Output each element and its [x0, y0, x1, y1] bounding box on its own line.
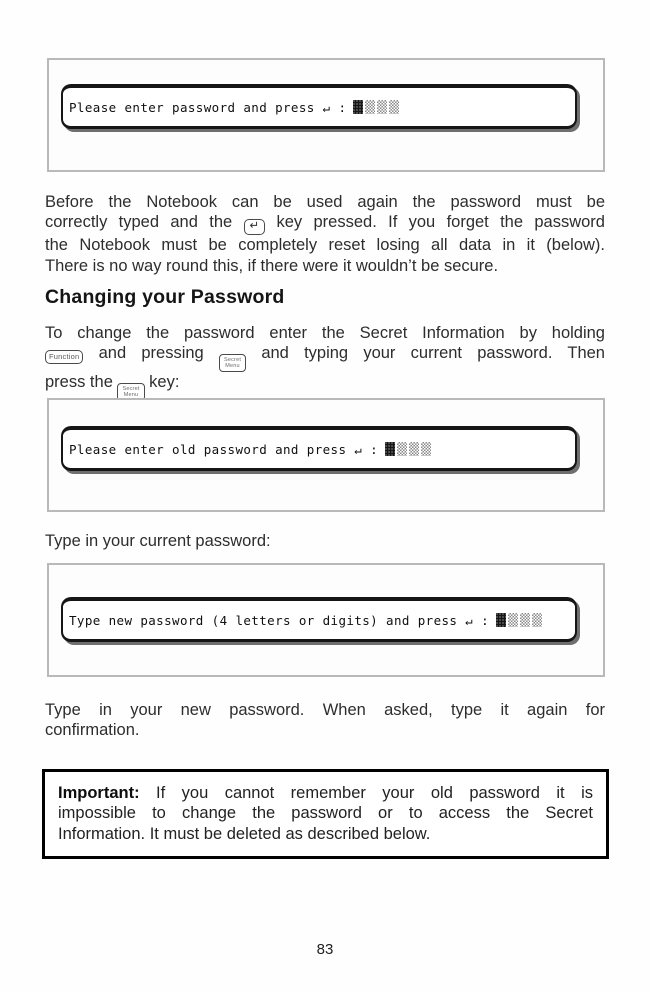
body-paragraph-3 — [45, 700, 605, 741]
secret-menu-key-icon: Secret Menu — [117, 383, 144, 401]
screenshot-frame-1 — [47, 58, 605, 172]
important-notice — [42, 769, 609, 859]
text-run: key: — [149, 373, 180, 392]
text-run: There is no way round this, if there were it wouldn’t be secure. — [45, 256, 499, 275]
cursor-block-light — [365, 100, 375, 114]
cursor-block-dark — [496, 613, 506, 627]
caption-current-password: Type in your current password: — [45, 532, 271, 550]
password-cursor — [496, 613, 542, 627]
cursor-block-light — [397, 442, 407, 456]
password-cursor — [353, 100, 399, 114]
return-key-icon: ↵ — [244, 219, 266, 235]
cursor-block-light — [409, 442, 419, 456]
text-run: key pressed. If you forget the password — [276, 213, 605, 232]
text-line — [45, 343, 605, 372]
function-key-icon: Function — [45, 350, 83, 364]
text-line — [45, 235, 605, 255]
secret-menu-key-icon: Secret Menu — [219, 354, 246, 372]
text-line — [58, 824, 593, 844]
password-cursor — [385, 442, 431, 456]
text-run: To change the password enter the Secret Information by holding — [45, 324, 605, 342]
text-run: Information. It must be deleted as described below. — [58, 824, 431, 843]
text-run: Before the Notebook can be used again the password must be — [45, 193, 605, 211]
section-heading: Changing your Password — [45, 286, 285, 308]
cursor-block-light — [377, 100, 387, 114]
text-run: impossible to change the password or to access the Secret — [58, 804, 593, 823]
cursor-block-light — [532, 613, 542, 627]
body-paragraph-1 — [45, 192, 605, 276]
lcd-screen-1 — [61, 84, 577, 129]
text-line — [45, 720, 605, 740]
text-run: confirmation. — [45, 721, 140, 740]
text-line — [45, 372, 605, 401]
text-run: If you cannot remember your old password it is — [156, 784, 593, 802]
lcd-screen-3 — [61, 597, 577, 642]
cursor-block-light — [508, 613, 518, 627]
bold-text-run: Important: — [58, 784, 140, 802]
text-line — [45, 192, 605, 212]
text-run: and pressing — [98, 344, 204, 363]
page-number: 83 — [316, 941, 334, 958]
text-run: correctly typed and the — [45, 213, 233, 232]
lcd-prompt: Please enter password and press ↵ : — [69, 99, 347, 115]
cursor-block-light — [389, 100, 399, 114]
cursor-block-light — [520, 613, 530, 627]
cursor-block-dark — [385, 442, 395, 456]
text-run: the Notebook must be completely reset losing all data in it (below). — [45, 236, 605, 255]
text-line — [45, 323, 605, 343]
lcd-prompt: Please enter old password and press ↵ : — [69, 441, 379, 457]
screenshot-frame-3 — [47, 563, 605, 677]
text-line — [45, 700, 605, 720]
cursor-block-dark — [353, 100, 363, 114]
text-run: press the — [45, 373, 113, 392]
text-run: and typing your current password. Then — [261, 344, 605, 363]
text-line — [45, 256, 605, 276]
body-paragraph-2 — [45, 323, 605, 401]
cursor-block-light — [421, 442, 431, 456]
text-line — [45, 212, 605, 235]
text-run: Type in your new password. When asked, type it again for — [45, 701, 605, 719]
text-line — [58, 803, 593, 823]
text-line — [58, 783, 593, 803]
screenshot-frame-2 — [47, 398, 605, 512]
lcd-prompt: Type new password (4 letters or digits) and press ↵ : — [69, 612, 490, 628]
lcd-screen-2 — [61, 426, 577, 471]
